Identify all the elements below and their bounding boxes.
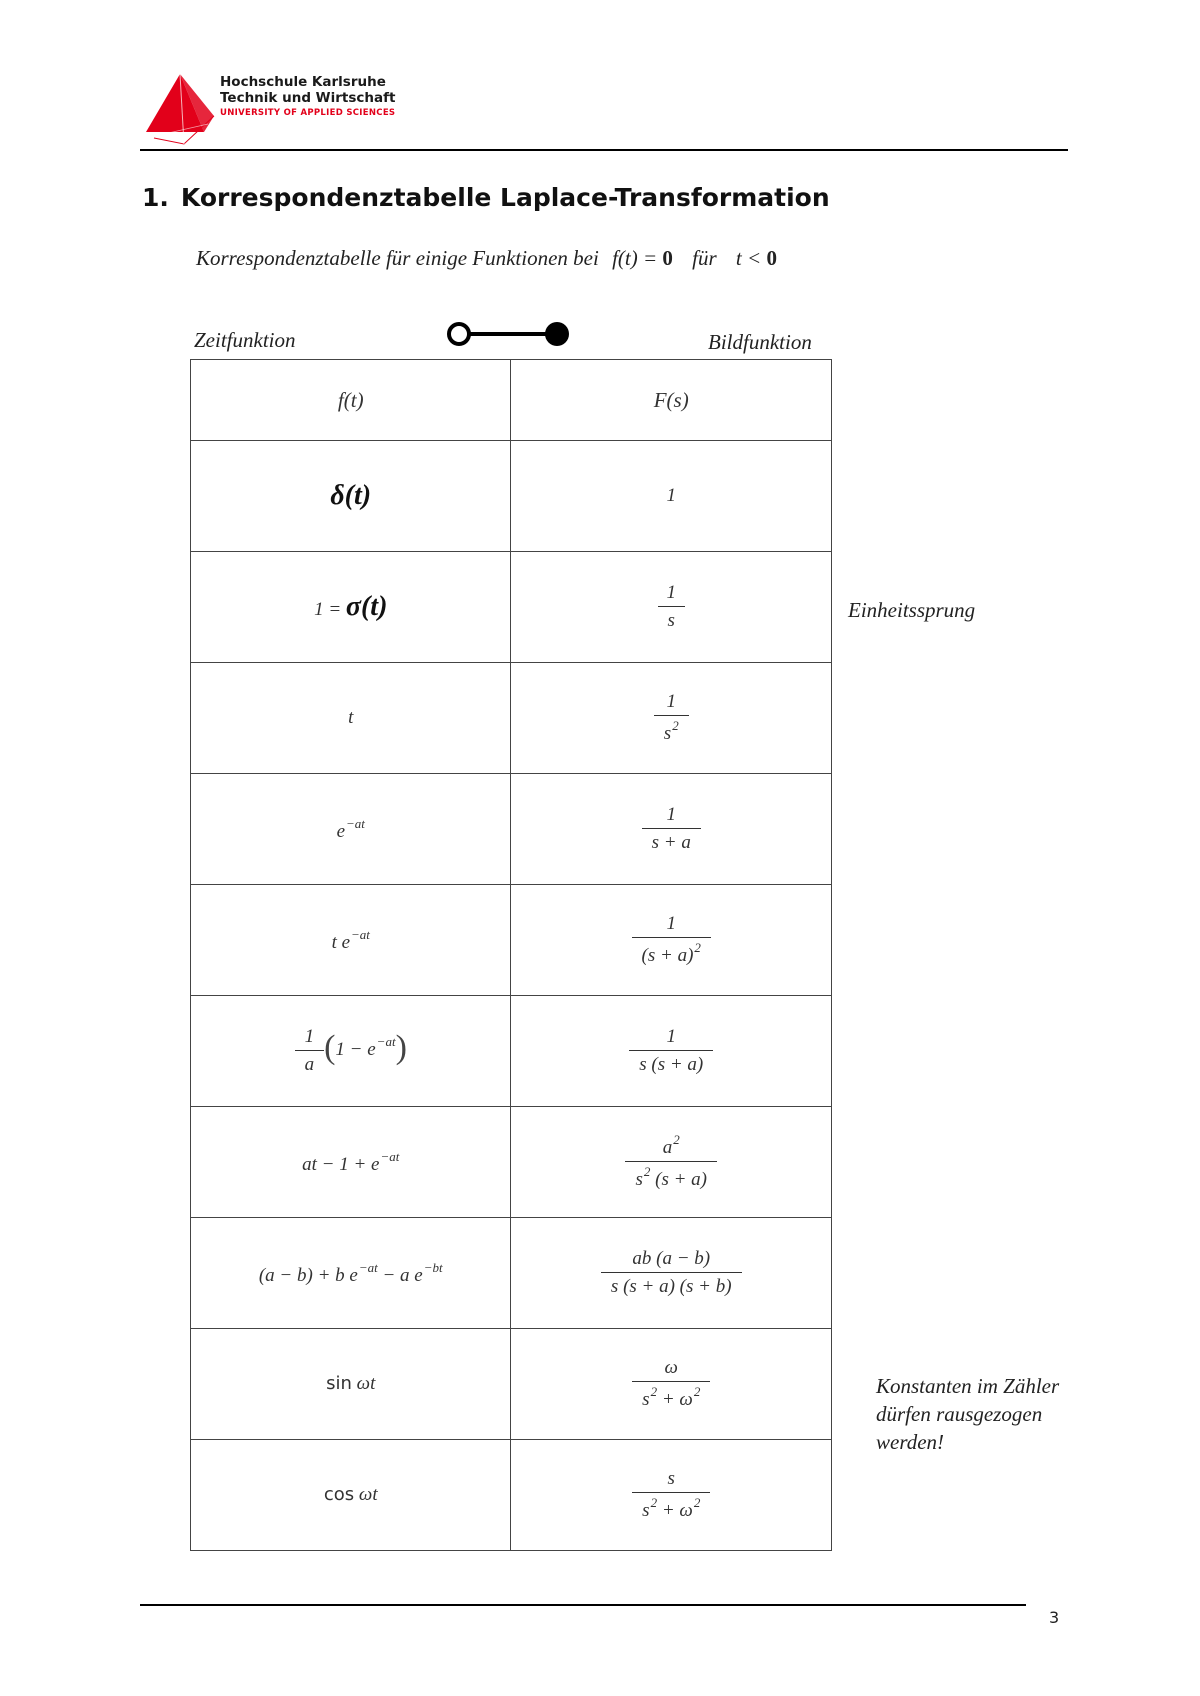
exponent: 2 [650, 1495, 658, 1510]
numerator: 1 [666, 804, 676, 826]
cell-image [511, 1329, 832, 1440]
logo-line-3: UNIVERSITY OF APPLIED SCIENCES [220, 108, 396, 118]
table-header-row [191, 360, 832, 441]
paren-open: ( [324, 1029, 336, 1067]
base: t e [331, 931, 351, 953]
numerator-base: a [662, 1137, 673, 1159]
label-zeitfunktion: Zeitfunktion [194, 328, 296, 352]
denominator: a [295, 1050, 325, 1076]
numerator: 1 [304, 1026, 315, 1048]
denominator: s (s + a) (s + b) [601, 1272, 742, 1298]
footer-divider [140, 1604, 1026, 1606]
logo-line-2: Technik und Wirtschaft [220, 90, 396, 106]
exponent: 2 [650, 1384, 658, 1399]
page-number: 3 [1049, 1608, 1060, 1627]
cell-time [191, 774, 511, 885]
fraction [625, 1133, 717, 1191]
table-row [191, 1107, 832, 1218]
exponent: 2 [673, 1132, 680, 1148]
triangle-logo-icon [144, 72, 216, 146]
denominator-base: s [642, 1389, 650, 1410]
numerator: ω [664, 1357, 678, 1379]
cell-image: 1 [511, 441, 832, 552]
numerator: 1 [666, 582, 676, 604]
note-konstanten [876, 1372, 1116, 1456]
argument: ωt [354, 1484, 378, 1505]
fraction [632, 1468, 710, 1522]
exponent: 2 [694, 940, 701, 955]
denominator-base: (s + a) [641, 945, 694, 966]
denominator: s [658, 606, 685, 632]
cell-time [191, 1329, 511, 1440]
section-title-text: Korrespondenztabelle Laplace-Transformation [180, 183, 830, 212]
term-b: − a e [377, 1264, 423, 1286]
header-image-function: F(s) [511, 360, 832, 441]
exponent: −at [351, 926, 370, 942]
subtitle-text: Korrespondenztabelle für einige Funktionen bei [196, 246, 599, 270]
exponent: −at [358, 1259, 378, 1275]
exponent: −at [380, 1148, 400, 1164]
numerator: 1 [666, 913, 676, 935]
denominator-rest: + ω [657, 1389, 693, 1410]
denominator-base: s [663, 723, 672, 744]
note-einheitssprung: Einheitssprung [848, 598, 976, 622]
cell-time [191, 885, 511, 996]
exponent: 2 [672, 718, 679, 733]
header [140, 68, 1080, 150]
cell-image [511, 552, 832, 663]
cell-image [511, 1107, 832, 1218]
exponent: 2 [643, 1164, 651, 1179]
unit-step-prefix: 1 = [314, 599, 346, 620]
label-bildfunktion: Bildfunktion [708, 330, 812, 354]
cell-time [191, 1440, 511, 1551]
fraction [629, 1026, 713, 1076]
subtitle-cond: t < [735, 246, 767, 270]
delta-function: δ(t) [330, 480, 372, 511]
cell-time [191, 441, 511, 552]
subtitle-cond-zero: 0 [766, 246, 777, 270]
table-row [191, 774, 832, 885]
denominator [654, 715, 689, 745]
subtitle-zero: 0 [662, 246, 673, 270]
cell-image [511, 663, 832, 774]
fraction [295, 1026, 325, 1076]
cell-image [511, 996, 832, 1107]
function-name: cos [323, 1484, 355, 1505]
inner-expression: 1 − e [335, 1039, 376, 1061]
numerator: 1 [666, 691, 676, 713]
numerator: s [667, 1468, 675, 1490]
exponent: −at [376, 1034, 396, 1050]
subtitle-math-f: f(t) = [612, 246, 663, 270]
note-konstanten-line-2: dürfen rausgezogen [876, 1402, 1043, 1426]
denominator [632, 1492, 710, 1522]
denominator [625, 1161, 717, 1191]
exponent: 2 [693, 1384, 701, 1399]
table-row [191, 885, 832, 996]
denominator-base: s [642, 1500, 650, 1521]
header-divider [140, 149, 1068, 151]
cell-time [191, 1218, 511, 1329]
denominator [632, 937, 711, 967]
note-konstanten-line-3: werden! [876, 1430, 945, 1454]
numerator: 1 [666, 1026, 676, 1048]
argument: ωt [351, 1373, 376, 1394]
cell-time [191, 552, 511, 663]
exponent: 2 [693, 1495, 701, 1510]
denominator-rest: + ω [657, 1500, 693, 1521]
logo-text [220, 74, 395, 120]
logo-line-1: Hochschule Karlsruhe [220, 74, 386, 90]
cell-image [511, 1218, 832, 1329]
table-row [191, 996, 832, 1107]
exponent: −at [346, 815, 365, 831]
section-number: 1. [142, 183, 169, 212]
note-konstanten-line-1: Konstanten im Zähler [876, 1374, 1060, 1398]
term-a: (a − b) + b e [258, 1264, 358, 1286]
numerator [653, 1133, 690, 1161]
table-row [191, 1218, 832, 1329]
fraction [632, 913, 711, 967]
denominator [632, 1381, 710, 1411]
header-time-function: f(t) [191, 360, 511, 441]
laplace-correspondence-icon [445, 318, 573, 350]
denominator-base: s [635, 1169, 643, 1190]
cell-time [191, 1107, 511, 1218]
section-title [142, 183, 830, 212]
table-row [191, 663, 832, 774]
cell-time: t [191, 663, 511, 774]
denominator-rest: (s + a) [650, 1169, 707, 1190]
table-row [191, 1329, 832, 1440]
fraction [656, 582, 686, 632]
base: e [336, 820, 346, 842]
fraction [632, 1357, 710, 1411]
laplace-table [190, 359, 832, 1551]
fraction [654, 691, 689, 745]
cell-time [191, 996, 511, 1107]
denominator: s + a [642, 828, 701, 854]
table-row [191, 441, 832, 552]
subtitle [196, 246, 777, 271]
cell-image [511, 1440, 832, 1551]
cell-image [511, 885, 832, 996]
subtitle-fuer: für [692, 246, 717, 270]
paren-close: ) [395, 1029, 407, 1067]
table-row [191, 1440, 832, 1551]
numerator: ab (a − b) [632, 1248, 711, 1270]
fraction [642, 804, 701, 854]
sigma-function: σ(t) [345, 591, 388, 622]
base: at − 1 + e [302, 1153, 380, 1175]
cell-image [511, 774, 832, 885]
fraction [601, 1248, 742, 1298]
function-name: sin [326, 1373, 352, 1394]
denominator: s (s + a) [629, 1050, 713, 1076]
table-row [191, 552, 832, 663]
exponent: −bt [423, 1259, 443, 1275]
